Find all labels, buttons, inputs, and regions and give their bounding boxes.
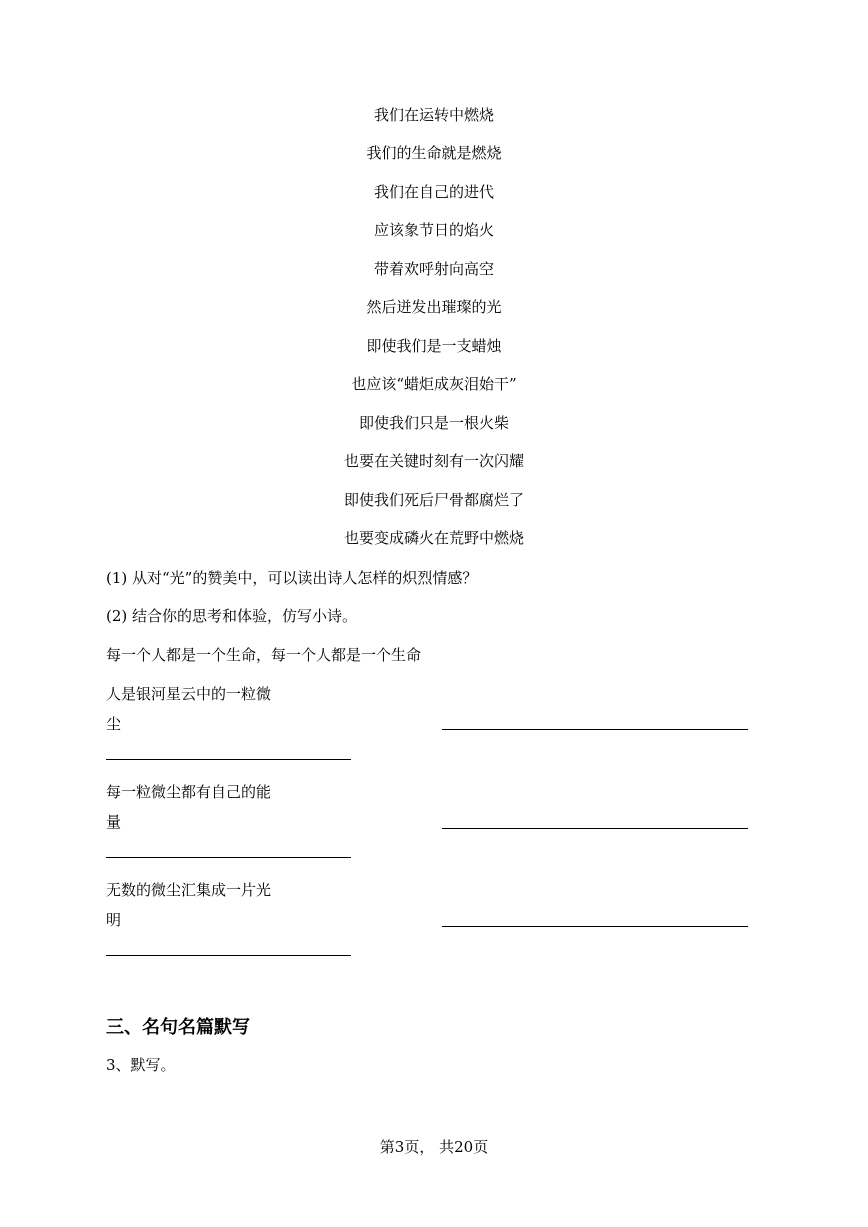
page-footer: 第3页， 共20页 [379, 1138, 489, 1156]
imitation-item-2-line-2: 量 [106, 813, 122, 831]
answer-blank-3a[interactable] [442, 926, 748, 927]
answer-blank-1b[interactable] [106, 759, 351, 760]
imitation-intro: 每一个人都是一个生命，每一个人都是一个生命 [106, 646, 422, 664]
poem-line-10: 也要在关键时刻有一次闪耀 [343, 452, 524, 470]
section-3-item: 3、默写。 [106, 1056, 176, 1074]
poem-line-11: 即使我们死后尸骨都腐烂了 [343, 491, 524, 509]
poem-line-8: 也应该“蜡炬成灰泪始干” [351, 375, 517, 393]
question-2: (2) 结合你的思考和体验，仿写小诗。 [106, 607, 358, 625]
poem-line-9: 即使我们只是一根火柴 [358, 414, 509, 432]
imitation-item-1-line-2: 尘 [106, 715, 122, 733]
answer-blank-3b[interactable] [106, 955, 351, 956]
poem-line-2: 我们的生命就是燃烧 [366, 144, 502, 162]
poem-line-5: 带着欢呼射向高空 [373, 260, 494, 278]
answer-blank-2a[interactable] [442, 828, 748, 829]
poem-line-7: 即使我们是一支蜡烛 [366, 337, 502, 355]
poem-line-6: 然后迸发出璀璨的光 [366, 298, 502, 316]
imitation-item-3-line-2: 明 [106, 911, 122, 929]
answer-blank-1a[interactable] [442, 729, 748, 730]
imitation-item-1-line-1: 人是银河星云中的一粒微 [106, 685, 272, 703]
imitation-item-3-line-1: 无数的微尘汇集成一片光 [106, 881, 272, 899]
poem-line-3: 我们在自己的进代 [373, 183, 494, 201]
section-3-heading: 三、名句名篇默写 [106, 1017, 250, 1038]
answer-blank-2b[interactable] [106, 857, 351, 858]
poem-line-4: 应该象节日的焰火 [373, 221, 494, 239]
poem-line-12: 也要变成磷火在荒野中燃烧 [343, 529, 524, 547]
question-1: (1) 从对“光”的赞美中，可以读出诗人怎样的炽烈情感？ [106, 569, 478, 587]
imitation-item-2-line-1: 每一粒微尘都有自己的能 [106, 783, 272, 801]
poem-line-1: 我们在运转中燃烧 [373, 106, 494, 124]
